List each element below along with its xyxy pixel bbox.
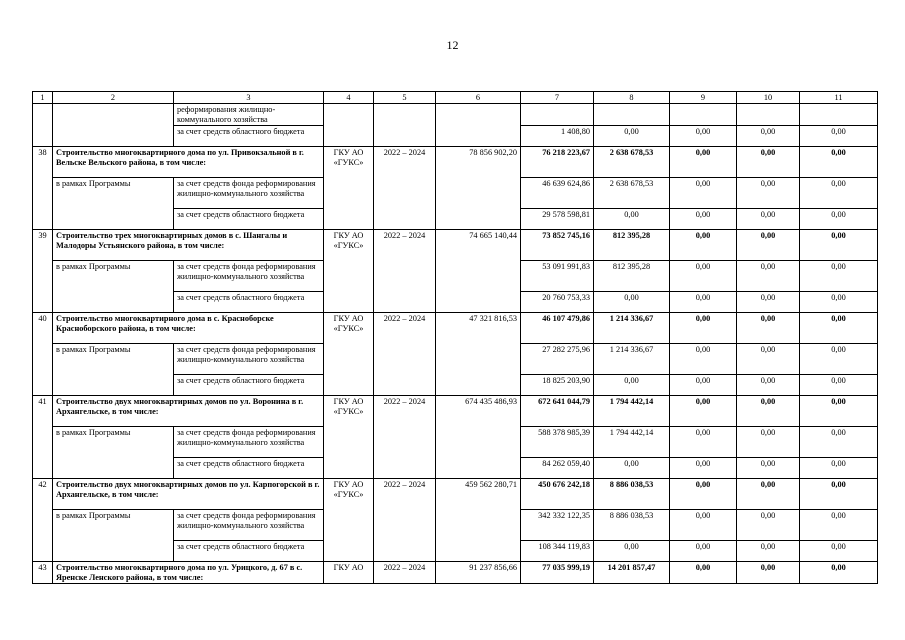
amount-cell: 0,00: [594, 209, 670, 230]
amount-cell: 18 825 203,90: [521, 375, 594, 396]
table-row: [33, 147, 878, 178]
amount-cell: 73 852 745,16: [521, 230, 594, 261]
cost-cell: 91 237 856,66: [436, 562, 521, 584]
item-number: 42: [33, 479, 53, 562]
item-number: 38: [33, 147, 53, 230]
amount-cell: 0,00: [594, 292, 670, 313]
funding-source-label: за счет средств областного бюджета: [174, 126, 324, 147]
table-row: [33, 479, 878, 510]
amount-cell: 0,00: [800, 344, 878, 375]
amount-cell: 812 395,28: [594, 261, 670, 292]
column-number: 10: [737, 92, 800, 104]
cost-cell: 74 665 140,44: [436, 230, 521, 313]
amount-cell: 0,00: [670, 458, 737, 479]
amount-cell: 0,00: [737, 292, 800, 313]
amount-cell: 0,00: [737, 375, 800, 396]
table-row: [33, 396, 878, 427]
amount-cell: 0,00: [800, 178, 878, 209]
funding-source-label: за счет средств областного бюджета: [174, 458, 324, 479]
amount-cell: 0,00: [670, 562, 737, 584]
amount-cell: 672 641 044,79: [521, 396, 594, 427]
period-cell: 2022 – 2024: [374, 147, 436, 230]
amount-cell: 0,00: [737, 209, 800, 230]
period-cell: 2022 – 2024: [374, 313, 436, 396]
table-row: [33, 104, 878, 126]
amount-cell: 0,00: [670, 261, 737, 292]
cost-cell: 47 321 816,53: [436, 313, 521, 396]
amount-cell: 2 638 678,53: [594, 147, 670, 178]
item-title: Строительство многоквартирного дома по ул. Привокзальной в г. Вельске Вельского района, в том числе:: [53, 147, 324, 178]
amount-cell: 342 332 122,35: [521, 510, 594, 541]
amount-cell: 2 638 678,53: [594, 178, 670, 209]
amount-cell: 0,00: [670, 375, 737, 396]
customer-cell: ГКУ АО «ГУКС»: [324, 313, 374, 396]
amount-cell: 0,00: [670, 209, 737, 230]
item-number: 41: [33, 396, 53, 479]
amount-cell: 0,00: [800, 261, 878, 292]
program-label: в рамках Программы: [53, 178, 174, 230]
budget-table: [32, 91, 878, 584]
amount-cell: 0,00: [737, 178, 800, 209]
amount-cell: 0,00: [800, 479, 878, 510]
column-number: 7: [521, 92, 594, 104]
period-cell: 2022 – 2024: [374, 230, 436, 313]
period-cell: 2022 – 2024: [374, 396, 436, 479]
amount-cell: 0,00: [670, 230, 737, 261]
amount-cell: 0,00: [737, 313, 800, 344]
program-label: в рамках Программы: [53, 510, 174, 562]
amount-cell: 0,00: [800, 147, 878, 178]
table-row: [33, 313, 878, 344]
amount-cell: 0,00: [737, 479, 800, 510]
amount-cell: 14 201 857,47: [594, 562, 670, 584]
item-number: 43: [33, 562, 53, 584]
amount-cell: 0,00: [737, 147, 800, 178]
amount-cell: 0,00: [737, 344, 800, 375]
table-row: [33, 230, 878, 261]
amount-cell: 0,00: [737, 427, 800, 458]
column-number: 1: [33, 92, 53, 104]
item-title: Строительство двух многоквартирных домов по ул. Карпогорской в г. Архангельске, в том числе:: [53, 479, 324, 510]
amount-cell: 0,00: [800, 375, 878, 396]
amount-cell: 0,00: [670, 479, 737, 510]
amount-cell: 108 344 119,83: [521, 541, 594, 562]
amount-cell: 0,00: [670, 147, 737, 178]
amount-cell: 0,00: [670, 541, 737, 562]
amount-cell: 1 408,80: [521, 126, 594, 147]
page-number: 12: [446, 38, 459, 52]
amount-cell: 1 214 336,67: [594, 313, 670, 344]
amount-cell: 0,00: [737, 458, 800, 479]
amount-cell: 0,00: [670, 126, 737, 147]
amount-cell: 1 214 336,67: [594, 344, 670, 375]
period-cell: 2022 – 2024: [374, 479, 436, 562]
amount-cell: 0,00: [737, 230, 800, 261]
amount-cell: 0,00: [800, 510, 878, 541]
program-label: в рамках Программы: [53, 427, 174, 479]
program-label: в рамках Программы: [53, 261, 174, 313]
column-number: 2: [53, 92, 174, 104]
funding-source-label: за счет средств областного бюджета: [174, 292, 324, 313]
program-label: в рамках Программы: [53, 344, 174, 396]
customer-cell: ГКУ АО: [324, 562, 374, 584]
amount-cell: 53 091 991,83: [521, 261, 594, 292]
amount-cell: 0,00: [800, 458, 878, 479]
amount-cell: 0,00: [670, 510, 737, 541]
amount-cell: 76 218 223,67: [521, 147, 594, 178]
customer-cell: ГКУ АО «ГУКС»: [324, 230, 374, 313]
amount-cell: 0,00: [800, 541, 878, 562]
amount-cell: 46 107 479,86: [521, 313, 594, 344]
amount-cell: 0,00: [594, 126, 670, 147]
amount-cell: 0,00: [800, 396, 878, 427]
amount-cell: 450 676 242,18: [521, 479, 594, 510]
customer-cell: ГКУ АО «ГУКС»: [324, 147, 374, 230]
amount-cell: 0,00: [800, 427, 878, 458]
amount-cell: 0,00: [737, 261, 800, 292]
table-row: [33, 562, 878, 584]
column-number: 5: [374, 92, 436, 104]
column-number: 4: [324, 92, 374, 104]
amount-cell: 0,00: [670, 427, 737, 458]
amount-cell: 0,00: [670, 313, 737, 344]
amount-cell: 0,00: [670, 396, 737, 427]
column-numbers-row: [33, 92, 878, 104]
amount-cell: 27 282 275,96: [521, 344, 594, 375]
amount-cell: 0,00: [800, 562, 878, 584]
amount-cell: 0,00: [670, 178, 737, 209]
amount-cell: 46 639 624,86: [521, 178, 594, 209]
amount-cell: 0,00: [670, 292, 737, 313]
cost-cell: 459 562 280,71: [436, 479, 521, 562]
funding-source-label: за счет средств фонда реформирования жилищно-коммунального хозяйства: [174, 510, 324, 541]
customer-cell: ГКУ АО «ГУКС»: [324, 396, 374, 479]
column-number: 8: [594, 92, 670, 104]
amount-cell: 0,00: [594, 541, 670, 562]
item-title: Строительство многоквартирного дома в с. Красноборске Красноборского района, в том числе:: [53, 313, 324, 344]
amount-cell: 812 395,28: [594, 230, 670, 261]
column-number: 6: [436, 92, 521, 104]
column-number: 11: [800, 92, 878, 104]
item-number: 39: [33, 230, 53, 313]
cost-cell: 674 435 486,93: [436, 396, 521, 479]
amount-cell: 0,00: [800, 313, 878, 344]
customer-cell: ГКУ АО «ГУКС»: [324, 479, 374, 562]
item-number: 40: [33, 313, 53, 396]
table-row: [33, 126, 878, 147]
amount-cell: 0,00: [737, 510, 800, 541]
amount-cell: 1 794 442,14: [594, 427, 670, 458]
column-number: 9: [670, 92, 737, 104]
amount-cell: 0,00: [737, 562, 800, 584]
item-title: Строительство трех многоквартирных домов в с. Шангалы и Малодоры Устьянского района, в том числе:: [53, 230, 324, 261]
amount-cell: 0,00: [800, 209, 878, 230]
funding-source-label: за счет средств областного бюджета: [174, 375, 324, 396]
amount-cell: 1 794 442,14: [594, 396, 670, 427]
amount-cell: 29 578 598,81: [521, 209, 594, 230]
funding-source-label: за счет средств фонда реформирования жилищно-коммунального хозяйства: [174, 427, 324, 458]
amount-cell: 77 035 999,19: [521, 562, 594, 584]
funding-source-label: за счет средств фонда реформирования жилищно-коммунального хозяйства: [174, 344, 324, 375]
item-title: Строительство многоквартирного дома по ул. Урицкого, д. 67 в с. Яренске Ленского района, в том числе:: [53, 562, 324, 584]
period-cell: 2022 – 2024: [374, 562, 436, 584]
amount-cell: 0,00: [737, 396, 800, 427]
amount-cell: 0,00: [800, 126, 878, 147]
amount-cell: 20 760 753,33: [521, 292, 594, 313]
amount-cell: 0,00: [594, 458, 670, 479]
amount-cell: 0,00: [800, 292, 878, 313]
funding-source-label: за счет средств областного бюджета: [174, 209, 324, 230]
amount-cell: 8 886 038,53: [594, 510, 670, 541]
funding-source-label: реформирования жилищно-коммунального хозяйства: [174, 104, 324, 126]
column-number: 3: [174, 92, 324, 104]
funding-source-label: за счет средств фонда реформирования жилищно-коммунального хозяйства: [174, 261, 324, 292]
amount-cell: 0,00: [800, 230, 878, 261]
amount-cell: 588 378 985,39: [521, 427, 594, 458]
item-title: Строительство двух многоквартирных домов по ул. Воронина в г. Архангельске, в том числе:: [53, 396, 324, 427]
amount-cell: 0,00: [594, 375, 670, 396]
amount-cell: 0,00: [737, 126, 800, 147]
amount-cell: 8 886 038,53: [594, 479, 670, 510]
funding-source-label: за счет средств фонда реформирования жилищно-коммунального хозяйства: [174, 178, 324, 209]
amount-cell: 84 262 059,40: [521, 458, 594, 479]
cost-cell: 78 856 902,20: [436, 147, 521, 230]
amount-cell: 0,00: [670, 344, 737, 375]
amount-cell: 0,00: [737, 541, 800, 562]
funding-source-label: за счет средств областного бюджета: [174, 541, 324, 562]
